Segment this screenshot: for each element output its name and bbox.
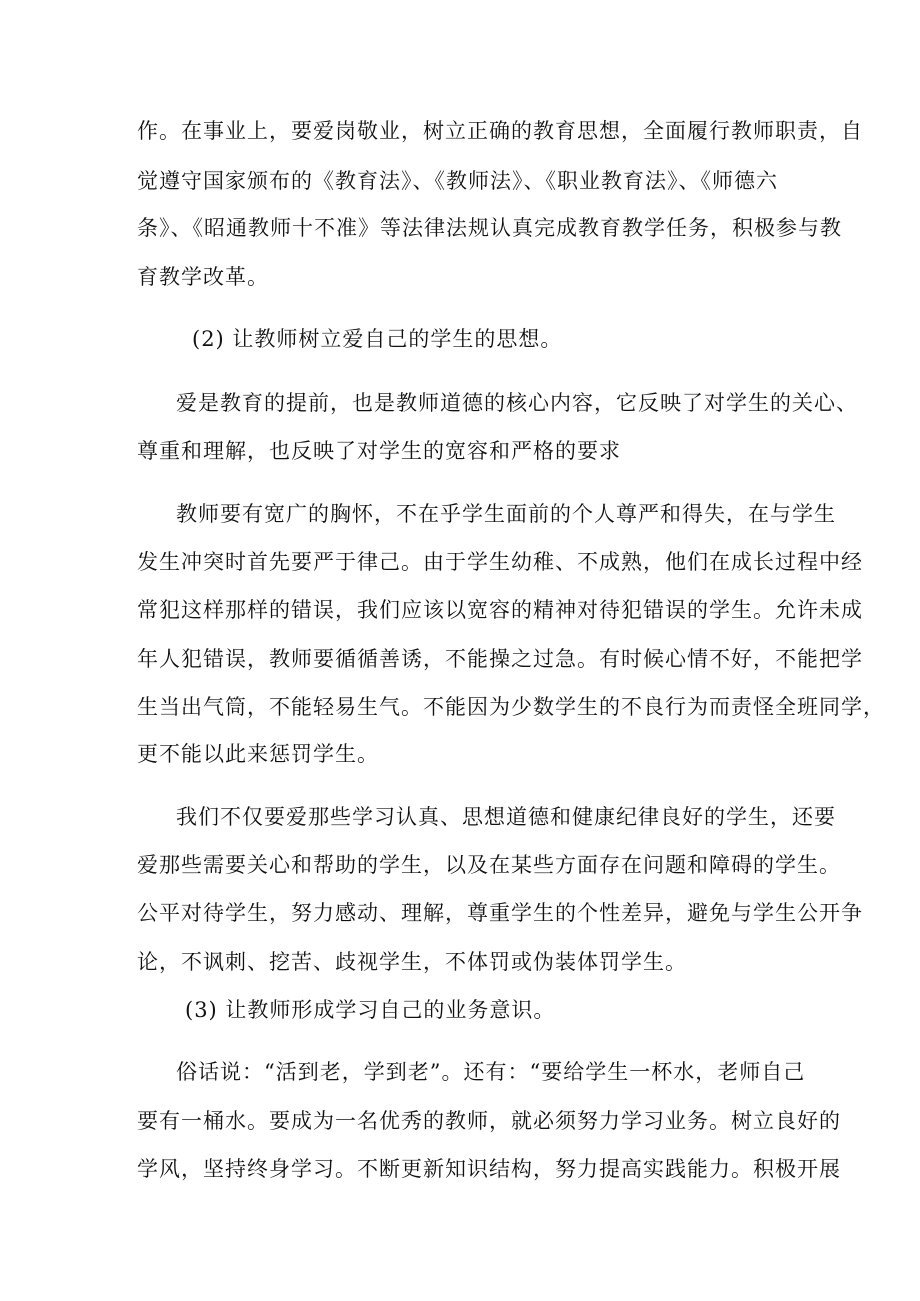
paragraph-line: 公平对待学生，努力感动、理解，尊重学生的个性差异，避免与学生公开争 <box>137 901 863 925</box>
paragraph-line: 俗话说：“活到老，学到老”。还有：“要给学生一杯水，老师自己 <box>176 1060 806 1084</box>
paragraph-line: 我们不仅要爱那些学习认真、思想道德和健康纪律良好的学生，还要 <box>176 805 836 829</box>
paragraph-line: 育教学改革。 <box>137 265 269 289</box>
paragraph-line: 爱是教育的提前，也是教师道德的核心内容，它反映了对学生的关心、 <box>176 391 858 415</box>
paragraph-line: 条》、《昭通教师十不准》等法律法规认真完成教育教学任务，积极参与教 <box>137 216 842 240</box>
paragraph-line: 要有一桶水。要成为一名优秀的教师，就必须努力学习业务。树立良好的 <box>137 1109 841 1133</box>
section-heading: (3) 让教师形成学习自己的业务意识。 <box>185 998 556 1022</box>
paragraph-line: 作。在事业上，要爱岗敬业，树立正确的教育思想，全面履行教师职责，自 <box>137 119 863 143</box>
paragraph-line: 发生冲突时首先要严于律己。由于学生幼稚、不成熟，他们在成长过程中经 <box>137 550 863 574</box>
paragraph-line: 尊重和理解，也反映了对学生的宽容和严格的要求 <box>137 439 621 463</box>
paragraph-line: 生当出气筒，不能轻易生气。不能因为少数学生的不良行为而责怪全班同学， <box>137 695 885 719</box>
paragraph-line: 学风，坚持终身学习。不断更新知识结构，努力提高实践能力。积极开展 <box>137 1157 841 1181</box>
paragraph-line: 论，不讽刺、挖苦、歧视学生，不体罚或伪装体罚学生。 <box>137 950 687 974</box>
section-heading: (2) 让教师树立爱自己的学生的思想。 <box>192 327 563 351</box>
paragraph-line: 更不能以此来惩罚学生。 <box>137 742 379 766</box>
paragraph-line: 常犯这样那样的错误，我们应该以宽容的精神对待犯错误的学生。允许未成 <box>137 598 863 622</box>
paragraph-line: 爱那些需要关心和帮助的学生，以及在某些方面存在问题和障碍的学生。 <box>137 853 841 877</box>
paragraph-line: 觉遵守国家颁布的《教育法》、《教师法》、《职业教育法》、《师德六 <box>137 169 778 193</box>
paragraph-line: 教师要有宽广的胸怀，不在乎学生面前的个人尊严和得失，在与学生 <box>176 502 836 526</box>
paragraph-line: 年人犯错误，教师要循循善诱，不能操之过急。有时候心情不好，不能把学 <box>137 647 863 671</box>
